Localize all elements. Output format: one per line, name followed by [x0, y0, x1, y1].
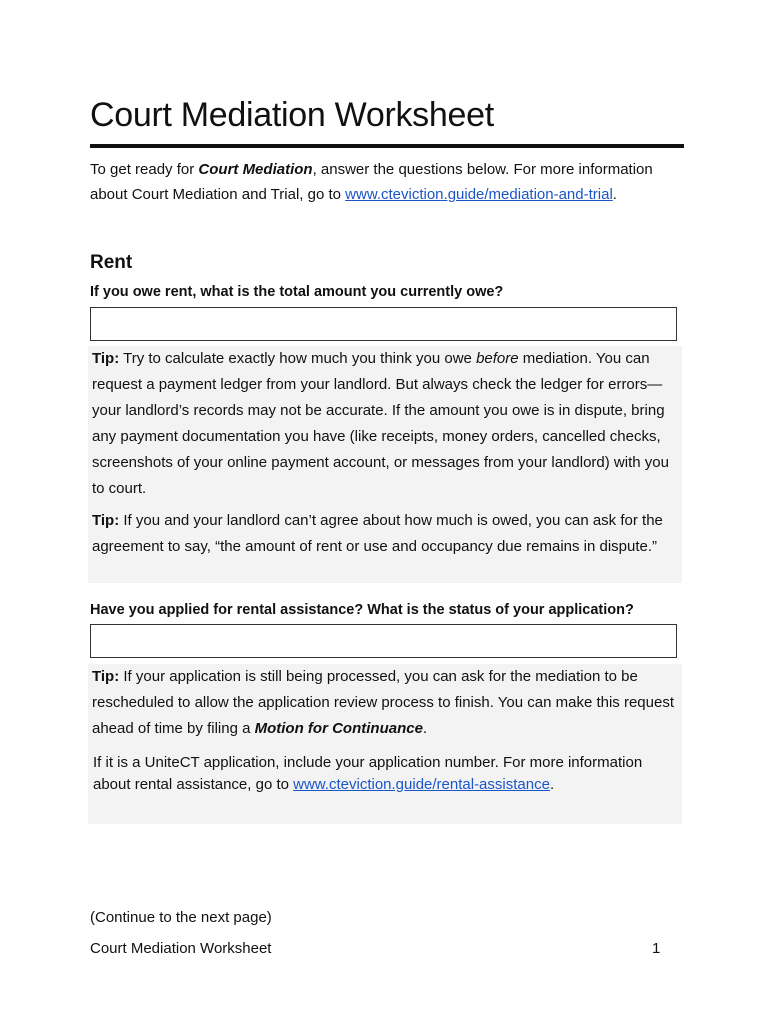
- tip-italic: before: [476, 350, 519, 367]
- question-rental-assistance: Have you applied for rental assistance? What is the status of your application?: [90, 602, 634, 618]
- amount-owed-input[interactable]: [90, 307, 677, 341]
- question-amount-owed: If you owe rent, what is the total amount you currently owe?: [90, 284, 504, 300]
- intro-text-end: .: [612, 186, 617, 203]
- tip-block-assistance: [88, 664, 682, 824]
- rental-assistance-input[interactable]: [90, 624, 677, 658]
- page-title: Court Mediation Worksheet: [90, 96, 494, 134]
- tip-text: Try to calculate exactly how much you think you owe: [119, 350, 477, 367]
- tip-text-end: .: [422, 720, 428, 737]
- page-number: 1: [652, 940, 661, 957]
- intro-text-middle: , answer the questions below. For more information about Court Mediation and Trial, go to: [90, 161, 653, 203]
- continue-note: (Continue to the next page): [90, 909, 272, 926]
- footer-title: Court Mediation Worksheet: [90, 940, 272, 957]
- motion-for-continuance: Motion for Continuance: [254, 720, 423, 737]
- intro-bold-term: Court Mediation: [198, 161, 313, 178]
- section-heading-rent: Rent: [90, 252, 133, 273]
- title-divider: [90, 144, 684, 148]
- intro-text-start: To get ready for: [90, 161, 199, 178]
- tip-calculate: [92, 346, 678, 502]
- tip-label: Tip:: [92, 512, 120, 529]
- tip-label: Tip:: [92, 668, 120, 685]
- note-text: If it is a UniteCT application, include your application number. For more information about rental assistance, go to: [93, 754, 643, 793]
- tip-text: If your application is still being processed, you can ask for the mediation to be rescheduled to allow the application review process to finish. You can make this request ahead of time by filing a: [92, 668, 675, 737]
- intro-paragraph: [90, 157, 680, 207]
- tip-dispute: [92, 508, 678, 560]
- mediation-trial-link[interactable]: www.cteviction.guide/mediation-and-trial: [345, 186, 613, 203]
- unitect-note: [92, 748, 678, 799]
- tip-text: mediation. You can request a payment ledger from your landlord. But always check the ledger for errors—your landlord’s records may not be accurate. If the amount you owe is in dispute, bring any payment documentation you have (like receipts, money orders, cancelled checks, screenshots of your online payment account, or messages from your landlord) with you to court.: [92, 350, 669, 497]
- tip-label: Tip:: [92, 350, 120, 367]
- rental-assistance-link[interactable]: www.cteviction.guide/rental-assistance: [293, 775, 550, 793]
- note-text-end: .: [549, 775, 555, 793]
- tip-continuance: [92, 664, 678, 742]
- tip-block-rent: [88, 346, 682, 583]
- tip-text: If you and your landlord can’t agree about how much is owed, you can ask for the agreement to say, “the amount of rent or use and occupancy due remains in dispute.”: [92, 512, 663, 555]
